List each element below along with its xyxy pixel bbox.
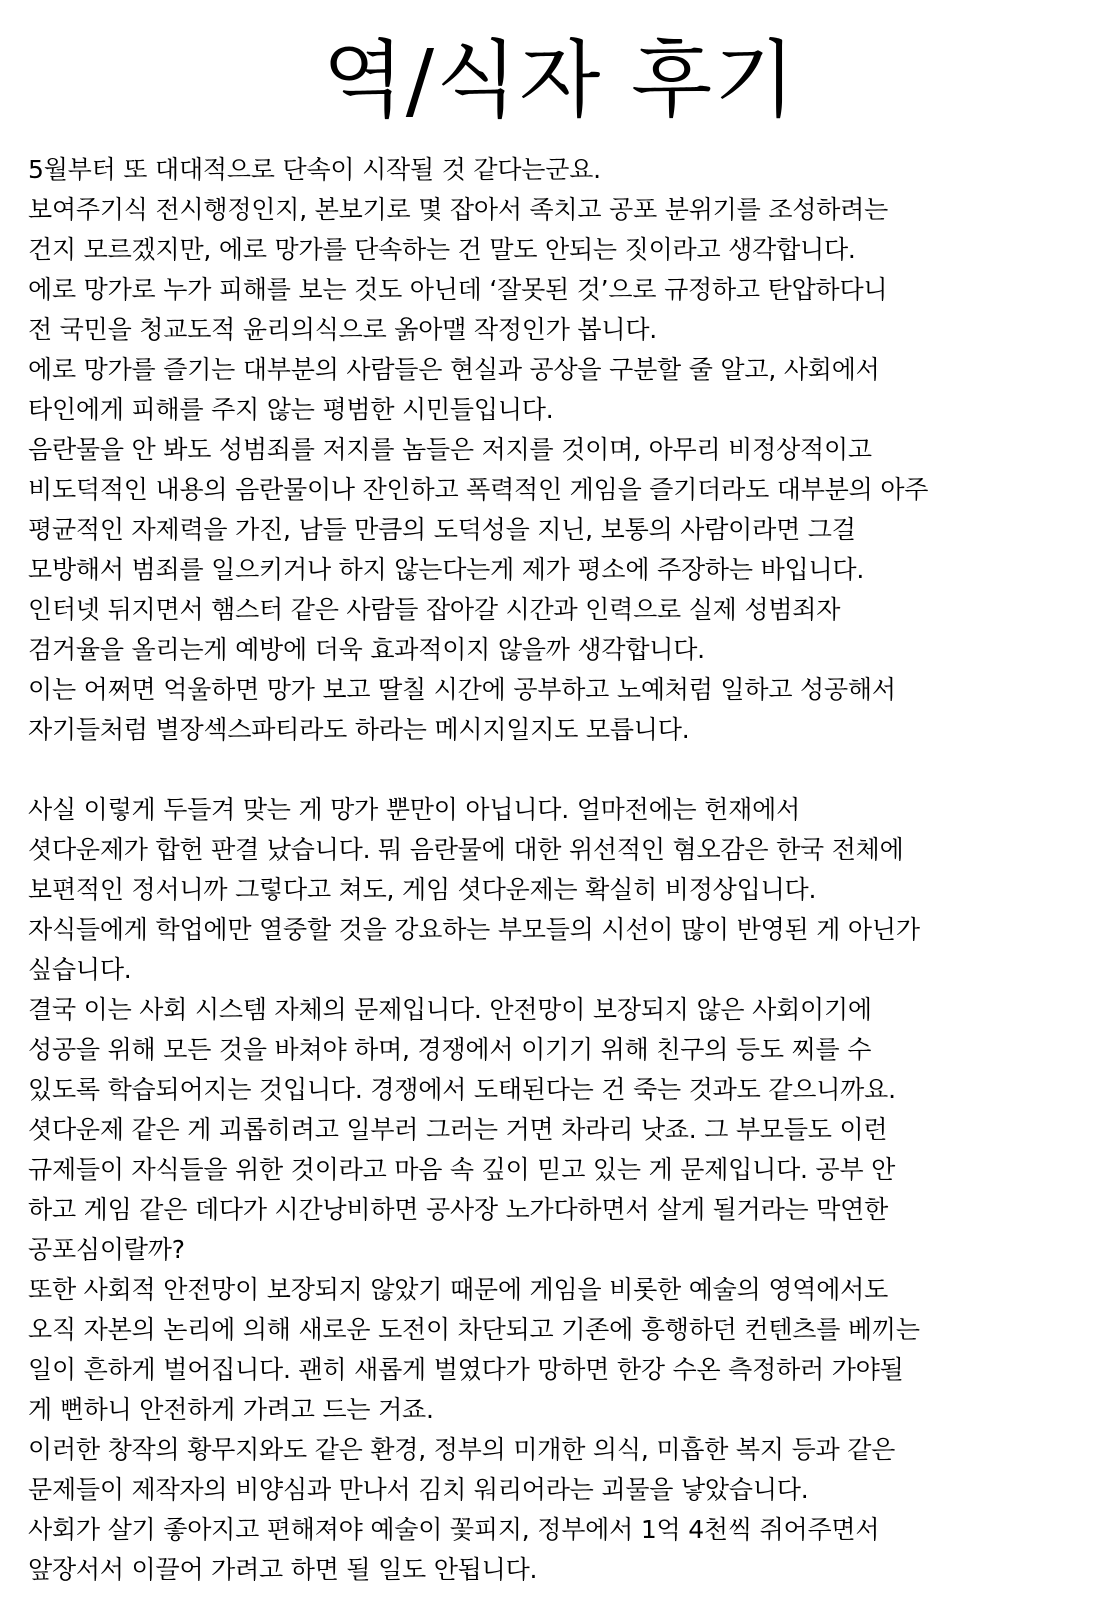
body-text-line: 이는 어쩌면 억울하면 망가 보고 딸칠 시간에 공부하고 노예처럼 일하고 성공해서 bbox=[28, 675, 896, 704]
body-text-line: 건지 모르겠지만, 에로 망가를 단속하는 건 말도 안되는 짓이라고 생각합니다. bbox=[28, 235, 856, 264]
paragraph-break bbox=[28, 750, 1098, 790]
body-text-line: 에로 망가로 누가 피해를 보는 것도 아닌데 ‘잘못된 것’으로 규정하고 탄압하다니 bbox=[28, 275, 888, 304]
body-text-line: 게 뻔하니 안전하게 가려고 드는 거죠. bbox=[28, 1395, 434, 1424]
body-text-line: 에로 망가를 즐기는 대부분의 사람들은 현실과 공상을 구분할 줄 알고, 사회에서 bbox=[28, 355, 880, 384]
body-text-line: 이러한 창작의 황무지와도 같은 환경, 정부의 미개한 의식, 미흡한 복지 등과 같은 bbox=[28, 1435, 896, 1464]
body-text-line: 자기들처럼 별장섹스파티라도 하라는 메시지일지도 모릅니다. bbox=[28, 715, 690, 744]
body-text-line: 또한 사회적 안전망이 보장되지 않았기 때문에 게임을 비롯한 예술의 영역에서도 bbox=[28, 1275, 889, 1304]
document-body bbox=[28, 150, 1098, 1590]
body-text-line: 하고 게임 같은 데다가 시간낭비하면 공사장 노가다하면서 살게 될거라는 막연한 bbox=[28, 1195, 889, 1224]
body-text-line: 싶습니다. bbox=[28, 955, 132, 984]
body-text-line: 보편적인 정서니까 그렇다고 쳐도, 게임 셧다운제는 확실히 비정상입니다. bbox=[28, 875, 817, 904]
body-text-line: 타인에게 피해를 주지 않는 평범한 시민들입니다. bbox=[28, 395, 554, 424]
body-text-line: 인터넷 뒤지면서 햄스터 같은 사람들 잡아갈 시간과 인력으로 실제 성범죄자 bbox=[28, 595, 841, 624]
body-text-line: 사실 이렇게 두들겨 맞는 게 망가 뿐만이 아닙니다. 얼마전에는 헌재에서 bbox=[28, 795, 801, 824]
body-text-line: 결국 이는 사회 시스템 자체의 문제입니다. 안전망이 보장되지 않은 사회이기에 bbox=[28, 995, 872, 1024]
body-text-line: 규제들이 자식들을 위한 것이라고 마음 속 깊이 믿고 있는 게 문제입니다. 공부 안 bbox=[28, 1155, 896, 1184]
body-text-line: 전 국민을 청교도적 윤리의식으로 옭아맬 작정인가 봅니다. bbox=[28, 315, 658, 344]
body-text-line: 셧다운제 같은 게 괴롭히려고 일부러 그러는 거면 차라리 낫죠. 그 부모들도 이런 bbox=[28, 1115, 888, 1144]
body-text-line: 비도덕적인 내용의 음란물이나 잔인하고 폭력적인 게임을 즐기더라도 대부분의 아주 bbox=[28, 475, 929, 504]
document-title: 역/식자 후기 bbox=[322, 31, 798, 129]
body-text-line: 문제들이 제작자의 비양심과 만나서 김치 워리어라는 괴물을 낳았습니다. bbox=[28, 1475, 809, 1504]
body-text-line: 앞장서서 이끌어 가려고 하면 될 일도 안됩니다. bbox=[28, 1555, 538, 1584]
body-text-line: 공포심이랄까? bbox=[28, 1235, 185, 1264]
body-text-line: 평균적인 자제력을 가진, 남들 만큼의 도덕성을 지닌, 보통의 사람이라면 그걸 bbox=[28, 515, 856, 544]
body-text-line: 보여주기식 전시행정인지, 본보기로 몇 잡아서 족치고 공포 분위기를 조성하려는 bbox=[28, 195, 889, 224]
body-text-line: 모방해서 범죄를 일으키거나 하지 않는다는게 제가 평소에 주장하는 바입니다. bbox=[28, 555, 865, 584]
body-text-line: 음란물을 안 봐도 성범죄를 저지를 놈들은 저지를 것이며, 아무리 비정상적이고 bbox=[28, 435, 872, 464]
body-text-line: 검거율을 올리는게 예방에 더욱 효과적이지 않을까 생각합니다. bbox=[28, 635, 705, 664]
body-text-line: 사회가 살기 좋아지고 편해져야 예술이 꽃피지, 정부에서 1억 4천씩 쥐어주면서 bbox=[28, 1515, 880, 1544]
body-text-line: 5월부터 또 대대적으로 단속이 시작될 것 같다는군요. bbox=[28, 155, 601, 184]
body-text-line: 성공을 위해 모든 것을 바쳐야 하며, 경쟁에서 이기기 위해 친구의 등도 찌를 수 bbox=[28, 1035, 872, 1064]
body-text-line: 자식들에게 학업에만 열중할 것을 강요하는 부모들의 시선이 많이 반영된 게 아닌가 bbox=[28, 915, 920, 944]
body-text-line: 일이 흔하게 벌어집니다. 괜히 새롭게 벌였다가 망하면 한강 수온 측정하러 가야될 bbox=[28, 1355, 904, 1384]
body-text-line: 셧다운제가 합헌 판결 났습니다. 뭐 음란물에 대한 위선적인 혐오감은 한국 전체에 bbox=[28, 835, 904, 864]
body-text-line: 있도록 학습되어지는 것입니다. 경쟁에서 도태된다는 건 죽는 것과도 같으니까요. bbox=[28, 1075, 896, 1104]
body-text-line: 오직 자본의 논리에 의해 새로운 도전이 차단되고 기존에 흥행하던 컨텐츠를 베끼는 bbox=[28, 1315, 920, 1344]
